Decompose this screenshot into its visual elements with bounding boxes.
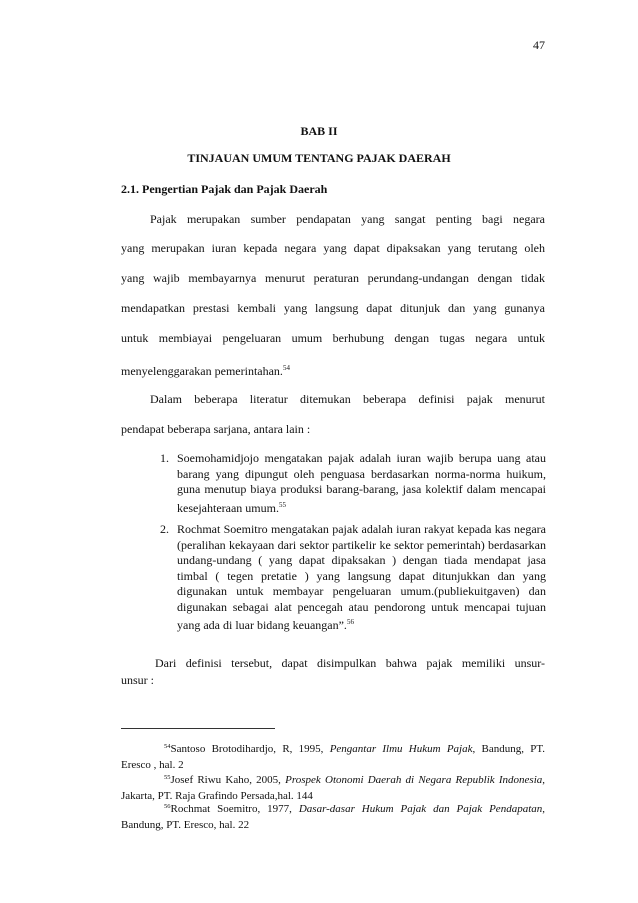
paragraph-line: yang wajib membayarnya menurut peraturan perundang-undangan dengan tidak [121, 271, 545, 285]
footnote-publisher: , Jakarta, PT. Raja Grafindo Persada,hal. 144 [121, 774, 545, 802]
footnote-author: Santoso Brotodihardjo, R, 1995, [170, 743, 330, 755]
list-item-body [177, 451, 546, 516]
list-item-body [177, 522, 546, 634]
footnote-number: 56 [164, 803, 171, 810]
footnote-publisher: , Bandung, PT. Eresco , hal. 2 [121, 743, 546, 771]
list-item [160, 522, 546, 634]
footnote-book-title: Pengantar Ilmu Hukum Pajak [329, 743, 473, 755]
chapter-title: TINJAUAN UMUM TENTANG PAJAK DAERAH [187, 151, 451, 165]
footnote-book-title: Dasar-dasar Hukum Pajak dan Pajak Pendapatan [298, 803, 543, 815]
list-item-text: Rochmat Soemitro mengatakan pajak adalah iuran rakyat kepada kas negara (peralihan kekayaan dari sektor partikelir ke sektor pemerintah) berdasarkan undang-undang ( yang dapat dipaksakan ) dengan tiada mendapat jasa timbal ( tegen pretatie ) yang langsung dapat ditunjukkan dan yang digunakan untuk membayar pengeluaran umum.(publiekuitgaven) dan digunakan sebagai alat pencegah atau pendorong untuk mencapai tujuan yang ada di luar bidang keuangan”. [177, 522, 546, 632]
footnote-author: Rochmat Soemitro, 1977, [170, 803, 299, 815]
paragraph-line: Pajak merupakan sumber pendapatan yang sangat penting bagi negara [150, 212, 545, 226]
paragraph-line: mendapatkan prestasi kembali yang langsung dapat ditunjuk dan yang gunanya [121, 301, 545, 315]
list-item [160, 451, 546, 516]
footnote-publisher: , Bandung, PT. Eresco, hal. 22 [121, 803, 545, 831]
footnote-divider [121, 728, 275, 729]
paragraph-line [121, 361, 545, 378]
paragraph-line: Dari definisi tersebut, dapat disimpulkan bahwa pajak memiliki unsur- [155, 656, 545, 670]
section-title: 2.1. Pengertian Pajak dan Pajak Daerah [121, 182, 328, 196]
footnote-book-title: Prospek Otonomi Daerah di Negara Republik Indonesia [285, 774, 543, 786]
chapter-label: BAB II [300, 124, 338, 138]
paragraph-line: Dalam beberapa literatur ditemukan beberapa definisi pajak menurut [150, 392, 545, 406]
footnote [121, 799, 545, 833]
paragraph-line: unsur : [121, 673, 154, 687]
footnote-text [121, 799, 545, 833]
footnote [121, 739, 545, 773]
footnote-text [121, 739, 545, 773]
list-number: 1. [160, 451, 169, 465]
paragraph-line: untuk membiayai pengeluaran umum berhubung dengan tugas negara untuk [121, 331, 545, 345]
page-number: 47 [533, 38, 545, 52]
footnote-number: 54 [164, 743, 171, 750]
paragraph-line: pendapat beberapa sarjana, antara lain : [121, 422, 311, 436]
footnote-number: 55 [164, 774, 171, 781]
list-number: 2. [160, 522, 169, 536]
paragraph-line: yang merupakan iuran kepada negara yang dapat dipaksakan yang terutang oleh [121, 241, 545, 255]
footnote-ref: 55 [278, 500, 286, 509]
footnote-ref: 56 [346, 618, 354, 626]
paragraph-text: menyelenggarakan pemerintahan. [121, 364, 283, 378]
footnote-author: Josef Riwu Kaho, 2005, [170, 774, 286, 786]
footnote-ref: 54 [282, 364, 290, 372]
list-item-text: Soemohamidjojo mengatakan pajak adalah iuran wajib berupa uang atau barang yang dipungut oleh penguasa berdasarkan norma-norma huikum, guna menutup biaya produksi barang-barang, jasa kolektif dalam mencapai kesejahteraan umum. [177, 451, 546, 515]
